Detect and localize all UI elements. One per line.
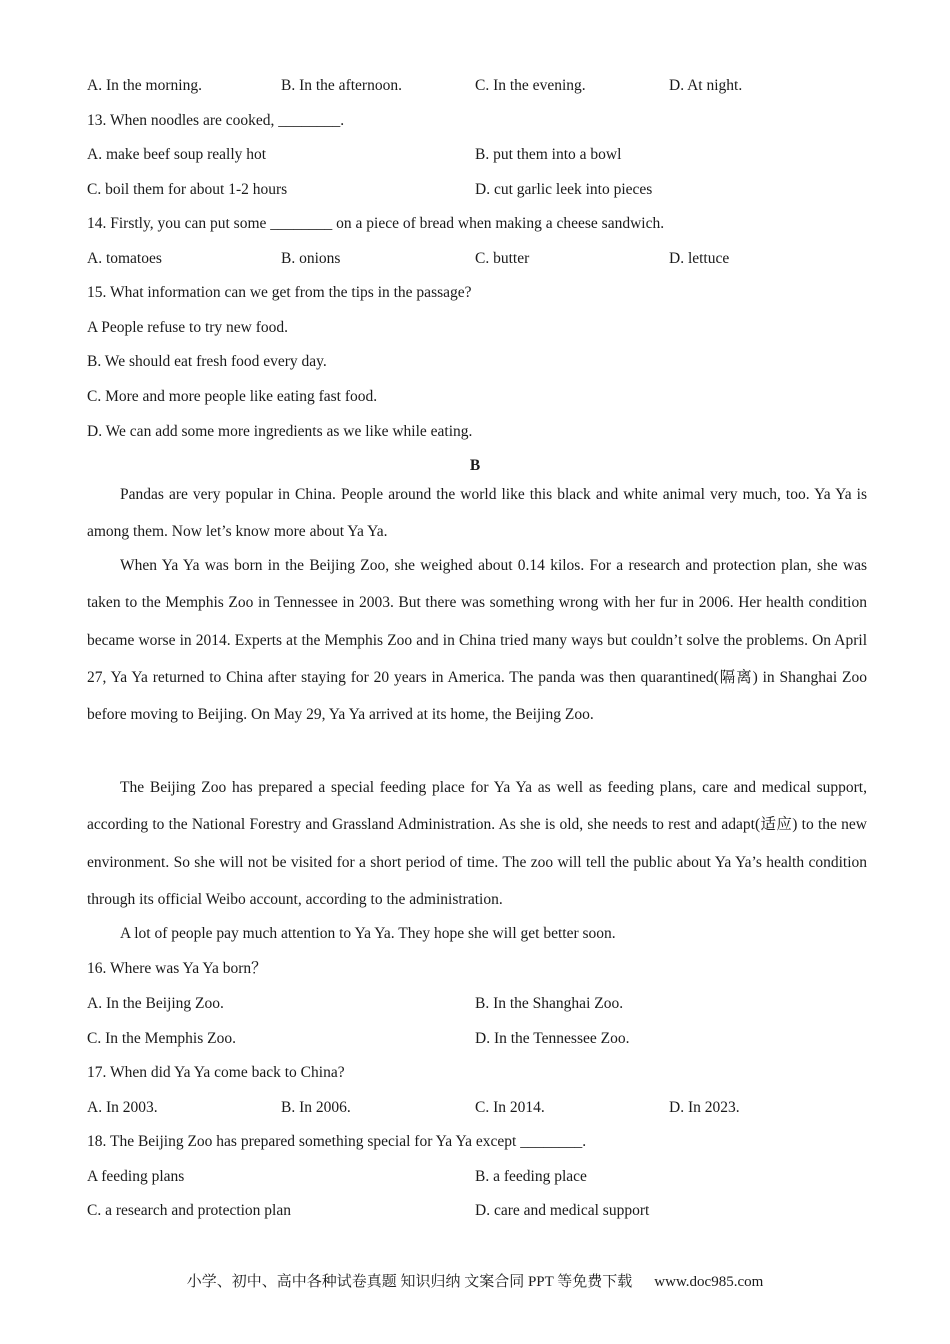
q13-option-c: C. boil them for about 1-2 hours [87,181,288,198]
passage-text: A lot of people pay much attention to Ya Ya. They hope she will get better soon. [120,925,616,942]
q13-option-a: A. make beef soup really hot [87,146,267,163]
passage-paragraph [87,476,867,551]
page-footer [0,1270,950,1291]
passage-text: The Beijing Zoo has prepared a special feeding place for Ya Ya as well as feeding plans, care and medical support, according to the National Forestry and Grassland Administration. As she is old, she needs to rest and adapt(适应) to the new environment. So she will not be visited for a short period of time. The zoo will tell the public about Ya Ya’s health condition through its official Weibo account, according to the administration. [87,779,867,908]
q16-option-b: B. In the Shanghai Zoo. [475,995,624,1012]
footer-text: 小学、初中、高中各种试卷真题 知识归纳 文案合同 PPT 等免费下载 [186,1274,633,1290]
q18-option-c: C. a research and protection plan [87,1202,291,1219]
q14-option-a: A. tomatoes [87,250,162,267]
q16-option-c: C. In the Memphis Zoo. [87,1030,236,1047]
footer-website-link[interactable]: www.doc985.com [654,1274,764,1290]
q15-option-d: D. We can add some more ingredients as we like while eating. [87,423,473,440]
q17-question: 17. When did Ya Ya come back to China? [87,1064,345,1081]
section-heading: B [469,457,481,474]
q15-question: 15. What information can we get from the tips in the passage? [87,284,472,301]
q16-question: 16. Where was Ya Ya born？ [87,960,267,977]
q13-question: 13. When noodles are cooked, ________. [87,112,345,129]
q16-option-d: D. In the Tennessee Zoo. [475,1030,630,1047]
q17-option-a: A. In 2003. [87,1099,158,1116]
q15-option-a: A People refuse to try new food. [87,319,289,336]
passage-text: When Ya Ya was born in the Beijing Zoo, she weighed about 0.14 kilos. For a research and protection plan, she was taken to the Memphis Zoo in Tennessee in 2003. But there was something wrong with her fur in 2006. Her health condition became worse in 2014. Experts at the Memphis Zoo and in China tried many ways but couldn’t solve the problems. On April 27, Ya Ya returned to China after staying for 20 years in America. The panda was then quarantined(隔离) in Shanghai Zoo before moving to Beijing. On May 29, Ya Ya arrived at its home, the Beijing Zoo. [87,557,867,724]
passage-paragraph [87,915,867,952]
q14-option-b: B. onions [281,250,341,267]
q12-option-b: B. In the afternoon. [281,77,402,94]
q17-option-b: B. In 2006. [281,1099,351,1116]
q17-option-d: D. In 2023. [669,1099,740,1116]
q12-option-d: D. At night. [669,77,743,94]
q14-option-d: D. lettuce [669,250,730,267]
q17-option-c: C. In 2014. [475,1099,545,1116]
passage-paragraph [87,769,867,918]
q14-question: 14. Firstly, you can put some ________ on a piece of bread when making a cheese sandwich. [87,215,665,232]
q18-option-b: B. a feeding place [475,1168,587,1185]
q18-option-a: A feeding plans [87,1168,185,1185]
q14-option-c: C. butter [475,250,530,267]
q15-option-c: C. More and more people like eating fast food. [87,388,378,405]
q13-option-b: B. put them into a bowl [475,146,622,163]
passage-text: Pandas are very popular in China. People around the world like this black and white animal very much, too. Ya Ya is among them. Now let’s know more about Ya Ya. [87,486,867,541]
q18-option-d: D. care and medical support [475,1202,650,1219]
q12-option-c: C. In the evening. [475,77,586,94]
q13-option-d: D. cut garlic leek into pieces [475,181,653,198]
q12-option-a: A. In the morning. [87,77,202,94]
q18-question: 18. The Beijing Zoo has prepared something special for Ya Ya except ________. [87,1133,587,1150]
passage-paragraph [87,547,867,733]
q16-option-a: A. In the Beijing Zoo. [87,995,224,1012]
q15-option-b: B. We should eat fresh food every day. [87,353,327,370]
